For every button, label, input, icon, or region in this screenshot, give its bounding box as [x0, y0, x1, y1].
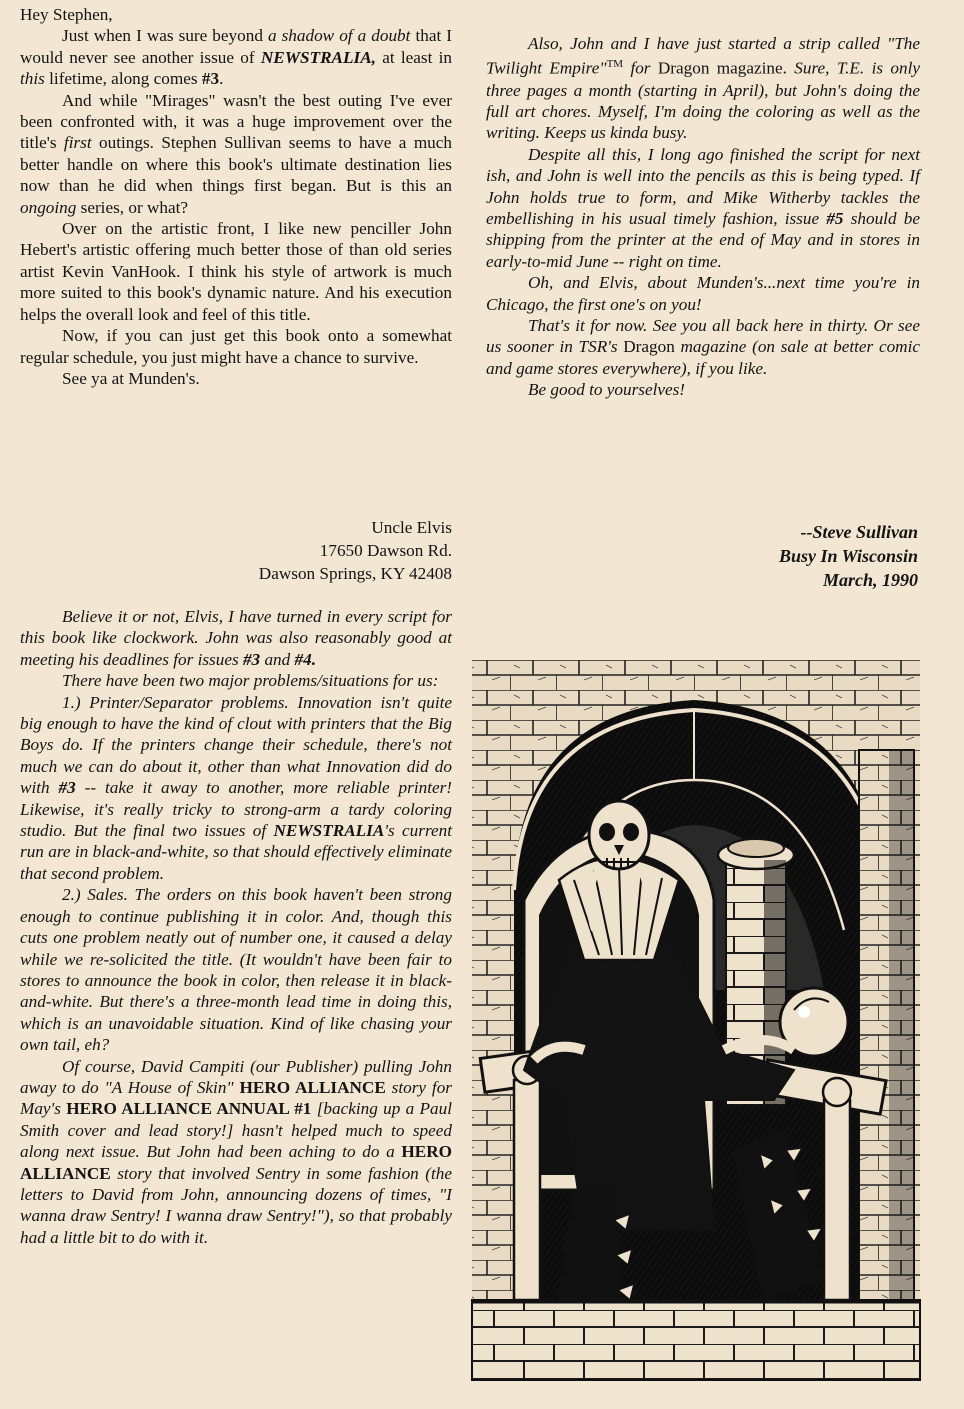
- text: That's it for now. See you all back here in thirty. Or see us sooner in TSR's: [486, 316, 920, 357]
- letter-address: [180, 516, 452, 585]
- letter-paragraph-5: See ya at Munden's.: [62, 368, 200, 388]
- signature-name: --Steve Sullivan: [800, 522, 918, 542]
- text: Of course, David Campiti (our Publisher) pulling John away to do "A House of Skin": [20, 1056, 452, 1097]
- address-street: 17650 Dawson Rd.: [319, 541, 452, 560]
- text: at least in: [375, 47, 452, 67]
- text: story that involved Sentry in some fashion (the letters to David from John, announcing dozens of times, "I wanna draw Sentry! I wanna draw Sentry!"), so that probably had a little bit to do with it.: [20, 1163, 452, 1247]
- editor-reply-continued: [486, 33, 920, 401]
- signature-date: March, 1990: [822, 570, 918, 590]
- reply-paragraph-mundens: Oh, and Elvis, about Munden's...next time you're in Chicago, the first one's on you!: [486, 273, 920, 314]
- text: -- take it away to another, more reliable printer! Likewise, it's really tricky to strong-arm a tardy coloring studio. But the final two issues of: [20, 778, 453, 841]
- text: And while "Mirages" wasn't the best outing I've ever been confronted with, it was a huge improvement over the title's: [20, 90, 452, 153]
- text: story for May's: [20, 1077, 452, 1119]
- editor-signature: [560, 520, 918, 592]
- reply-paragraph-2: There have been two major problems/situations for us:: [62, 671, 439, 691]
- issue-number: #3: [58, 778, 76, 798]
- title-newstralia: NEWSTRALIA: [273, 821, 385, 841]
- title-newstralia: NEWSTRALIA,: [260, 47, 376, 67]
- text: for: [623, 59, 658, 79]
- address-name: Uncle Elvis: [371, 518, 452, 537]
- text: that I would never see another issue of: [20, 26, 453, 67]
- letter-paragraph-1: [20, 25, 452, 89]
- reply-paragraph-closing: Be good to yourselves!: [528, 380, 686, 400]
- letter-paragraph-2: [20, 90, 452, 218]
- reply-paragraph-1: [20, 606, 452, 670]
- reply-paragraph-twilight: [486, 33, 920, 144]
- trademark: TM: [606, 58, 624, 71]
- right-pillar: [859, 750, 914, 1340]
- text: outings. Stephen Sullivan seems to have a much better handle on where this book's ultimate destination lies now than he did when things first began. But is this an: [20, 133, 453, 196]
- text-italic: this: [20, 69, 45, 89]
- reply-paragraph-4: 2.) Sales. The orders on this book haven't been strong enough to continue publishing it in color. And, though this cuts one problem neatly out of number one, it caused a delay while we re-solicited the title. (It wouldn't have been fair to stores to announce the book in color, then release it in black-and-white. But there's a three-month lead time in doing this, which is an unavoidable situation. Kind of like chasing your own tail, eh?: [20, 885, 452, 1055]
- title-hero-alliance: HERO ALLIANCE: [20, 1142, 452, 1183]
- text: and: [260, 649, 295, 669]
- reply-paragraph-schedule: [486, 144, 920, 272]
- issue-number: #3: [242, 649, 261, 669]
- address-city: Dawson Springs, KY 42408: [258, 564, 452, 583]
- letter-paragraph-4: Now, if you can just get this book onto a somewhat regular schedule, you just might have a chance to survive.: [20, 326, 452, 367]
- text: Believe it or not, Elvis, I have turned in every script for this book like clockwork. John was also reasonably good at meeting his deadlines for issues: [20, 607, 452, 669]
- text: Also, John and I have just started a strip called "The Twilight Empire": [486, 34, 920, 79]
- signature-place: Busy In Wisconsin: [778, 546, 918, 566]
- issue-number: #5: [826, 208, 844, 228]
- text-italic: first: [63, 133, 92, 153]
- text: series, or what?: [76, 197, 189, 217]
- stone-floor-wall: [472, 1300, 920, 1380]
- text: Despite all this, I long ago finished the script for next ish, and John is well into the pencils as this is being typed. If John holds true to form, and Mike Witherby tackles the embellishing in his usual timely fashion, issue: [486, 144, 920, 228]
- text: Just when I was sure beyond: [62, 26, 268, 46]
- issue-number: #3: [201, 69, 220, 89]
- title-hero-alliance-annual: HERO ALLIANCE ANNUAL #1: [66, 1099, 312, 1119]
- issue-number: #4.: [294, 649, 316, 669]
- text: [backing up a Paul Smith cover and lead story!] hasn't helped much to speed along next issue. But John had been aching to do a: [20, 1099, 453, 1162]
- salutation: Hey Stephen,: [20, 5, 113, 24]
- reply-paragraph-thirty: [486, 315, 920, 379]
- text: 1.) Printer/Separator problems. Innovation isn't quite big enough to have the kind of clout with printers that the Big Boys do. If the printers change their schedule, there's not much we can do about it, other than what Innovation did do with: [20, 692, 452, 798]
- throne-illustration: [464, 630, 926, 1382]
- editor-reply: [20, 606, 452, 1248]
- reply-paragraph-3: [20, 692, 452, 885]
- text: lifetime, along comes: [44, 69, 202, 89]
- reply-paragraph-5: [20, 1056, 452, 1249]
- reader-letter: [20, 4, 452, 389]
- dragon-magazine: Dragon magazine.: [657, 59, 787, 79]
- text-italic: ongoing: [20, 197, 77, 217]
- letter-paragraph-3: Over on the artistic front, I like new penciller John Hebert's artistic offering much better those of than old series artist Kevin VanHook. I think his style of artwork is much more suited to this book's dynamic nature. And his execution helps the overall look and feel of this title.: [20, 219, 452, 324]
- text-italic: a shadow of a doubt: [267, 26, 411, 46]
- text: Sure, T.E. is only three pages a month (starting in April), but John's doing the full art chores. Myself, I'm doing the coloring as well as the writing. Keeps us kinda busy.: [486, 59, 920, 143]
- text: .: [219, 69, 224, 89]
- title-hero-alliance: HERO ALLIANCE: [239, 1077, 386, 1097]
- text: magazine (on sale at better comic and game stores everywhere), if you like.: [486, 337, 920, 378]
- text: 's current run are in black-and-white, so that should effectively eliminate that second problem.: [20, 821, 452, 883]
- text: should be shipping from the printer at the end of May and in stores in early-to-mid June -- right on time.: [486, 208, 920, 271]
- dragon-magazine: Dragon: [623, 337, 675, 357]
